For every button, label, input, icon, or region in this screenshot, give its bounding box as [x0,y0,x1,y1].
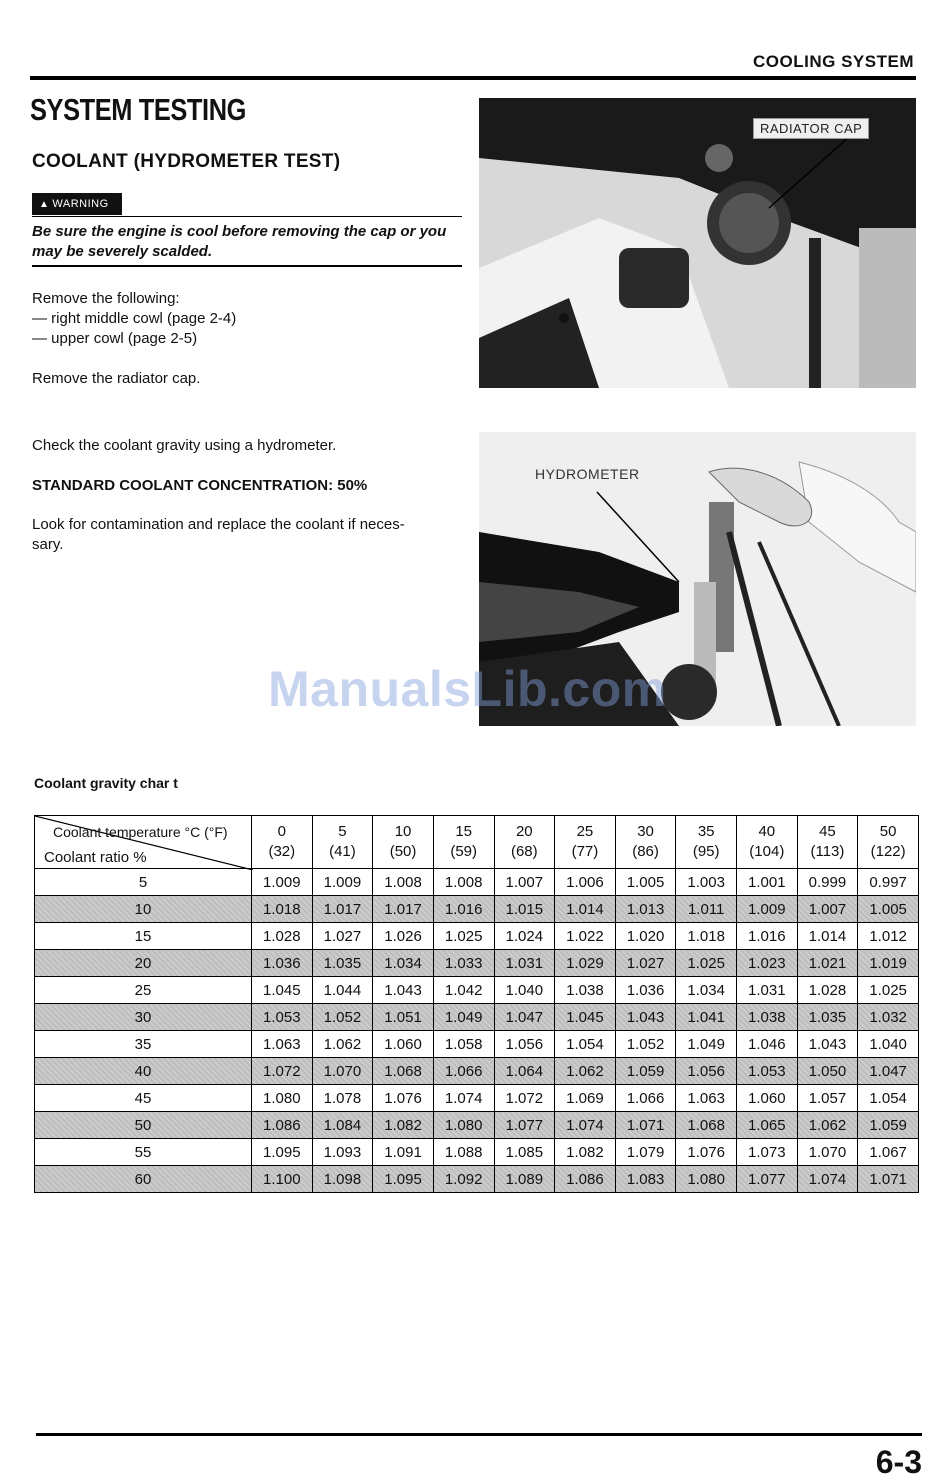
gravity-value-cell: 1.019 [858,950,919,977]
gravity-value-cell: 1.003 [676,869,737,896]
contamination-line-2: sary. [32,536,64,553]
corner-temperature-label: Coolant temperature °C (°F) [53,824,228,840]
gravity-value-cell: 1.060 [737,1085,798,1112]
temp-fahrenheit: (41) [329,843,356,860]
temp-fahrenheit: (86) [632,843,659,860]
table-corner-header [35,816,252,869]
gravity-value-cell: 1.052 [615,1031,676,1058]
gravity-value-cell: 1.013 [615,896,676,923]
gravity-value-cell: 1.062 [555,1058,616,1085]
temp-fahrenheit: (77) [571,843,599,860]
gravity-value-cell: 1.038 [555,977,616,1004]
gravity-value-cell: 1.085 [494,1139,555,1166]
gravity-value-cell: 1.066 [615,1085,676,1112]
table-row [35,1139,919,1166]
gravity-value-cell: 1.049 [676,1031,737,1058]
gravity-value-cell: 1.058 [433,1031,494,1058]
coolant-gravity-table [34,815,919,1193]
table-row [35,1112,919,1139]
gravity-value-cell: 1.095 [373,1166,434,1193]
contamination-line-1: Look for contamination and replace the coolant if neces- [32,516,405,533]
gravity-value-cell: 1.047 [858,1058,919,1085]
gravity-value-cell: 1.040 [858,1031,919,1058]
gravity-value-cell: 1.024 [494,923,555,950]
gravity-value-cell: 1.005 [858,896,919,923]
section-subtitle: COOLANT (HYDROMETER TEST) [32,151,341,172]
remove-item-2: — upper cowl (page 2-5) [32,330,198,347]
gravity-value-cell: 1.063 [252,1031,313,1058]
watermark: ManualsLib.com [268,661,667,717]
gravity-value-cell: 1.043 [797,1031,858,1058]
table-row [35,950,919,977]
coolant-ratio-cell: 15 [35,923,252,950]
corner-ratio-label: Coolant ratio % [44,849,147,866]
gravity-value-cell: 1.051 [373,1004,434,1031]
gravity-value-cell: 1.046 [737,1031,798,1058]
gravity-value-cell: 0.999 [797,869,858,896]
coolant-ratio-cell: 10 [35,896,252,923]
gravity-value-cell: 1.056 [676,1058,737,1085]
temp-celsius: 40 [758,823,776,840]
gravity-value-cell: 1.009 [737,896,798,923]
gravity-value-cell: 1.086 [252,1112,313,1139]
table-row [35,1085,919,1112]
gravity-value-cell: 1.092 [433,1166,494,1193]
gravity-value-cell: 1.043 [373,977,434,1004]
gravity-value-cell: 1.074 [433,1085,494,1112]
gravity-value-cell: 1.022 [555,923,616,950]
gravity-value-cell: 1.020 [615,923,676,950]
chart-caption: Coolant gravity char t [34,775,178,791]
gravity-value-cell: 1.049 [433,1004,494,1031]
temp-celsius: 50 [879,823,897,840]
temp-header-cell [312,816,373,869]
gravity-value-cell: 1.072 [252,1058,313,1085]
gravity-value-cell: 1.074 [797,1166,858,1193]
table-row [35,869,919,896]
gravity-value-cell: 1.082 [555,1139,616,1166]
gravity-value-cell: 1.005 [615,869,676,896]
gravity-value-cell: 1.035 [797,1004,858,1031]
gravity-value-cell: 1.054 [858,1085,919,1112]
gravity-value-cell: 1.074 [555,1112,616,1139]
gravity-value-cell: 1.017 [312,896,373,923]
section-header: COOLING SYSTEM [753,52,914,71]
warning-rule-top [32,216,462,217]
table-row [35,1166,919,1193]
gravity-value-cell: 1.059 [615,1058,676,1085]
gravity-value-cell: 1.034 [676,977,737,1004]
gravity-value-cell: 1.052 [312,1004,373,1031]
temp-celsius: 20 [515,823,533,840]
standard-concentration: STANDARD COOLANT CONCENTRATION: 50% [32,477,368,494]
temp-celsius: 45 [819,823,836,840]
gravity-value-cell: 1.032 [858,1004,919,1031]
gravity-value-cell: 1.047 [494,1004,555,1031]
gravity-value-cell: 1.080 [676,1166,737,1193]
gravity-value-cell: 1.077 [494,1112,555,1139]
temp-fahrenheit: (113) [810,843,845,860]
hydrometer-label: HYDROMETER [535,466,640,482]
coolant-ratio-cell: 20 [35,950,252,977]
footer-rule [36,1433,922,1436]
temp-header-cell [858,816,919,869]
gravity-value-cell: 1.060 [373,1031,434,1058]
gravity-value-cell: 1.008 [433,869,494,896]
gravity-value-cell: 1.021 [797,950,858,977]
gravity-value-cell: 1.095 [252,1139,313,1166]
gravity-value-cell: 1.023 [737,950,798,977]
gravity-value-cell: 1.073 [737,1139,798,1166]
gravity-value-cell: 1.027 [615,950,676,977]
temp-header-cell [615,816,676,869]
table-row [35,1004,919,1031]
gravity-value-cell: 1.057 [797,1085,858,1112]
gravity-value-cell: 1.028 [252,923,313,950]
gravity-value-cell: 1.054 [555,1031,616,1058]
gravity-value-cell: 1.025 [676,950,737,977]
gravity-value-cell: 1.080 [252,1085,313,1112]
gravity-value-cell: 1.017 [373,896,434,923]
gravity-value-cell: 1.077 [737,1166,798,1193]
gravity-value-cell: 1.059 [858,1112,919,1139]
warning-badge [32,193,122,215]
gravity-value-cell: 1.044 [312,977,373,1004]
table-row [35,923,919,950]
gravity-value-cell: 1.071 [615,1112,676,1139]
gravity-value-cell: 1.070 [312,1058,373,1085]
table-header-row [35,816,919,869]
table-row [35,1058,919,1085]
warning-badge-label: WARNING [52,198,109,210]
warning-text [32,222,464,262]
gravity-value-cell: 1.065 [737,1112,798,1139]
warning-rule-bottom [32,265,462,267]
gravity-value-cell: 1.076 [373,1085,434,1112]
gravity-value-cell: 1.009 [312,869,373,896]
gravity-value-cell: 1.064 [494,1058,555,1085]
gravity-value-cell: 1.006 [555,869,616,896]
gravity-value-cell: 1.053 [252,1004,313,1031]
gravity-value-cell: 1.008 [373,869,434,896]
gravity-value-cell: 1.034 [373,950,434,977]
temp-header-cell [252,816,313,869]
coolant-ratio-cell: 35 [35,1031,252,1058]
gravity-value-cell: 1.016 [737,923,798,950]
gravity-value-cell: 1.007 [494,869,555,896]
gravity-value-cell: 1.031 [494,950,555,977]
gravity-value-cell: 1.079 [615,1139,676,1166]
gravity-value-cell: 1.089 [494,1166,555,1193]
gravity-value-cell: 1.071 [858,1166,919,1193]
temp-fahrenheit: (68) [510,843,538,860]
gravity-value-cell: 1.038 [737,1004,798,1031]
gravity-value-cell: 1.036 [252,950,313,977]
temp-fahrenheit: (122) [870,843,906,860]
coolant-ratio-cell: 45 [35,1085,252,1112]
gravity-value-cell: 1.025 [433,923,494,950]
temp-fahrenheit: (50) [389,843,417,860]
gravity-value-cell: 1.078 [312,1085,373,1112]
warning-triangle-icon: ▲ [39,198,50,210]
warning-line-1: Be sure the engine is cool before removing the cap or you [32,223,447,240]
gravity-value-cell: 1.025 [858,977,919,1004]
gravity-value-cell: 1.001 [737,869,798,896]
gravity-value-cell: 1.062 [797,1112,858,1139]
temp-celsius: 25 [576,823,594,840]
temp-celsius: 10 [394,823,412,840]
radiator-cap-label: RADIATOR CAP [753,118,869,139]
temp-celsius: 5 [338,823,347,840]
header-rule [30,76,916,80]
coolant-ratio-cell: 5 [35,869,252,896]
gravity-value-cell: 0.997 [858,869,919,896]
temp-header-cell [676,816,737,869]
coolant-ratio-cell: 50 [35,1112,252,1139]
coolant-ratio-cell: 30 [35,1004,252,1031]
gravity-value-cell: 1.088 [433,1139,494,1166]
temp-celsius: 0 [277,823,286,840]
warning-line-2: may be severely scalded. [32,243,213,260]
coolant-ratio-cell: 60 [35,1166,252,1193]
gravity-value-cell: 1.045 [555,1004,616,1031]
gravity-value-cell: 1.068 [373,1058,434,1085]
gravity-value-cell: 1.029 [555,950,616,977]
gravity-value-cell: 1.027 [312,923,373,950]
gravity-value-cell: 1.053 [737,1058,798,1085]
gravity-value-cell: 1.100 [252,1166,313,1193]
coolant-ratio-cell: 25 [35,977,252,1004]
gravity-value-cell: 1.026 [373,923,434,950]
page-title: SYSTEM TESTING [30,92,247,127]
gravity-value-cell: 1.069 [555,1085,616,1112]
gravity-value-cell: 1.011 [676,896,737,923]
gravity-value-cell: 1.014 [555,896,616,923]
gravity-value-cell: 1.063 [676,1085,737,1112]
temp-fahrenheit: (104) [749,843,785,860]
gravity-value-cell: 1.086 [555,1166,616,1193]
temp-header-cell [797,816,858,869]
gravity-value-cell: 1.084 [312,1112,373,1139]
gravity-value-cell: 1.056 [494,1031,555,1058]
table-row [35,896,919,923]
gravity-value-cell: 1.050 [797,1058,858,1085]
gravity-value-cell: 1.043 [615,1004,676,1031]
gravity-value-cell: 1.042 [433,977,494,1004]
gravity-value-cell: 1.066 [433,1058,494,1085]
temp-header-cell [555,816,616,869]
gravity-value-cell: 1.080 [433,1112,494,1139]
gravity-value-cell: 1.028 [797,977,858,1004]
temp-header-cell [373,816,434,869]
radiator-cap-photo [479,98,916,388]
gravity-value-cell: 1.062 [312,1031,373,1058]
gravity-value-cell: 1.015 [494,896,555,923]
gravity-value-cell: 1.036 [615,977,676,1004]
gravity-value-cell: 1.045 [252,977,313,1004]
temp-header-cell [737,816,798,869]
gravity-value-cell: 1.012 [858,923,919,950]
temp-fahrenheit: (32) [268,843,296,860]
gravity-value-cell: 1.031 [737,977,798,1004]
temp-celsius: 15 [455,823,473,840]
temp-header-cell [433,816,494,869]
gravity-value-cell: 1.070 [797,1139,858,1166]
temp-celsius: 30 [637,823,654,840]
gravity-value-cell: 1.041 [676,1004,737,1031]
gravity-value-cell: 1.035 [312,950,373,977]
gravity-value-cell: 1.014 [797,923,858,950]
temp-header-cell [494,816,555,869]
gravity-value-cell: 1.018 [676,923,737,950]
gravity-value-cell: 1.009 [252,869,313,896]
gravity-value-cell: 1.072 [494,1085,555,1112]
remove-item-1: — right middle cowl (page 2-4) [32,310,237,327]
remove-intro: Remove the following: [32,290,180,307]
gravity-value-cell: 1.016 [433,896,494,923]
coolant-ratio-cell: 55 [35,1139,252,1166]
gravity-value-cell: 1.093 [312,1139,373,1166]
gravity-value-cell: 1.068 [676,1112,737,1139]
temp-fahrenheit: (95) [692,843,720,860]
gravity-value-cell: 1.076 [676,1139,737,1166]
temp-fahrenheit: (59) [450,843,478,860]
remove-cap-step: Remove the radiator cap. [32,370,201,387]
temp-celsius: 35 [697,823,715,840]
page-number: 6-3 [875,1444,922,1480]
gravity-value-cell: 1.040 [494,977,555,1004]
table-row [35,977,919,1004]
table-row [35,1031,919,1058]
gravity-value-cell: 1.098 [312,1166,373,1193]
gravity-value-cell: 1.007 [797,896,858,923]
gravity-value-cell: 1.091 [373,1139,434,1166]
check-gravity-step: Check the coolant gravity using a hydrometer. [32,437,337,454]
gravity-value-cell: 1.082 [373,1112,434,1139]
gravity-value-cell: 1.033 [433,950,494,977]
coolant-ratio-cell: 40 [35,1058,252,1085]
gravity-value-cell: 1.067 [858,1139,919,1166]
gravity-value-cell: 1.018 [252,896,313,923]
gravity-value-cell: 1.083 [615,1166,676,1193]
